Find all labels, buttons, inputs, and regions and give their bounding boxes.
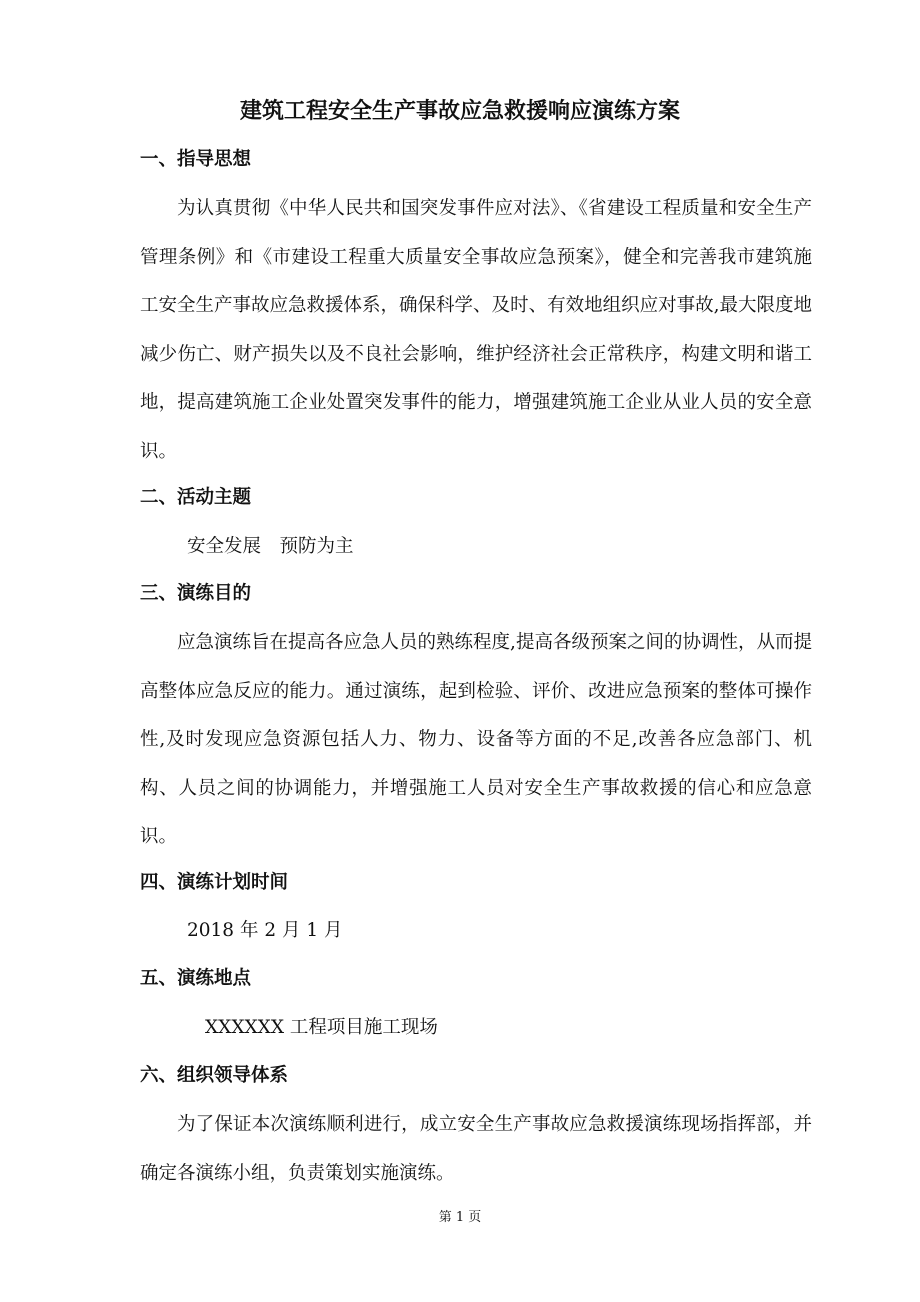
section-heading-organization: 六、组织领导体系: [140, 1065, 289, 1086]
section-text-drill-location: XXXXXX 工程项目施工现场: [205, 1017, 438, 1038]
section-text-guiding-ideology: 为认真贯彻《中华人民共和国突发事件应对法》、《省建设工程质量和安全生产管理条例》和《市建设工程重大质量安全事故应急预案》，健全和完善我市建筑施工安全生产事故应急救援体系，确保科学、及时、有效地组织应对事故,最大限度地减少伤亡、财产损失以及不良社会影响，维护经济社会正常秩序，构建文明和谐工地，提高建筑施工企业处置突发事件的能力，增强建筑施工企业从业人员的安全意识。: [140, 198, 812, 462]
page-number: 第 1 页: [438, 1210, 482, 1225]
section-text-drill-time: 2018 年 2 月 1 月: [187, 920, 343, 941]
section-text-activity-theme: 安全发展 预防为主: [187, 536, 354, 557]
document-title: 建筑工程安全生产事故应急救援响应演练方案: [239, 99, 680, 124]
section-text-organization: 为了保证本次演练顺利进行，成立安全生产事故应急救援演练现场指挥部，并确定各演练小组，负责策划实施演练。: [140, 1114, 812, 1184]
section-heading-drill-location: 五、演练地点: [140, 968, 252, 989]
section-heading-guiding-ideology: 一、指导思想: [140, 149, 252, 170]
section-text-drill-purpose: 应急演练旨在提高各应急人员的熟练程度,提高各级预案之间的协调性，从而提高整体应急反应的能力。通过演练，起到检验、评价、改进应急预案的整体可操作性,及时发现应急资源包括人力、物力、设备等方面的不足,改善各应急部门、机构、人员之间的协调能力，并增强施工人员对安全生产事故救援的信心和应急意识。: [140, 632, 812, 848]
section-heading-activity-theme: 二、活动主题: [140, 487, 252, 508]
section-heading-drill-purpose: 三、演练目的: [140, 583, 252, 604]
section-heading-drill-time: 四、演练计划时间: [140, 872, 289, 893]
